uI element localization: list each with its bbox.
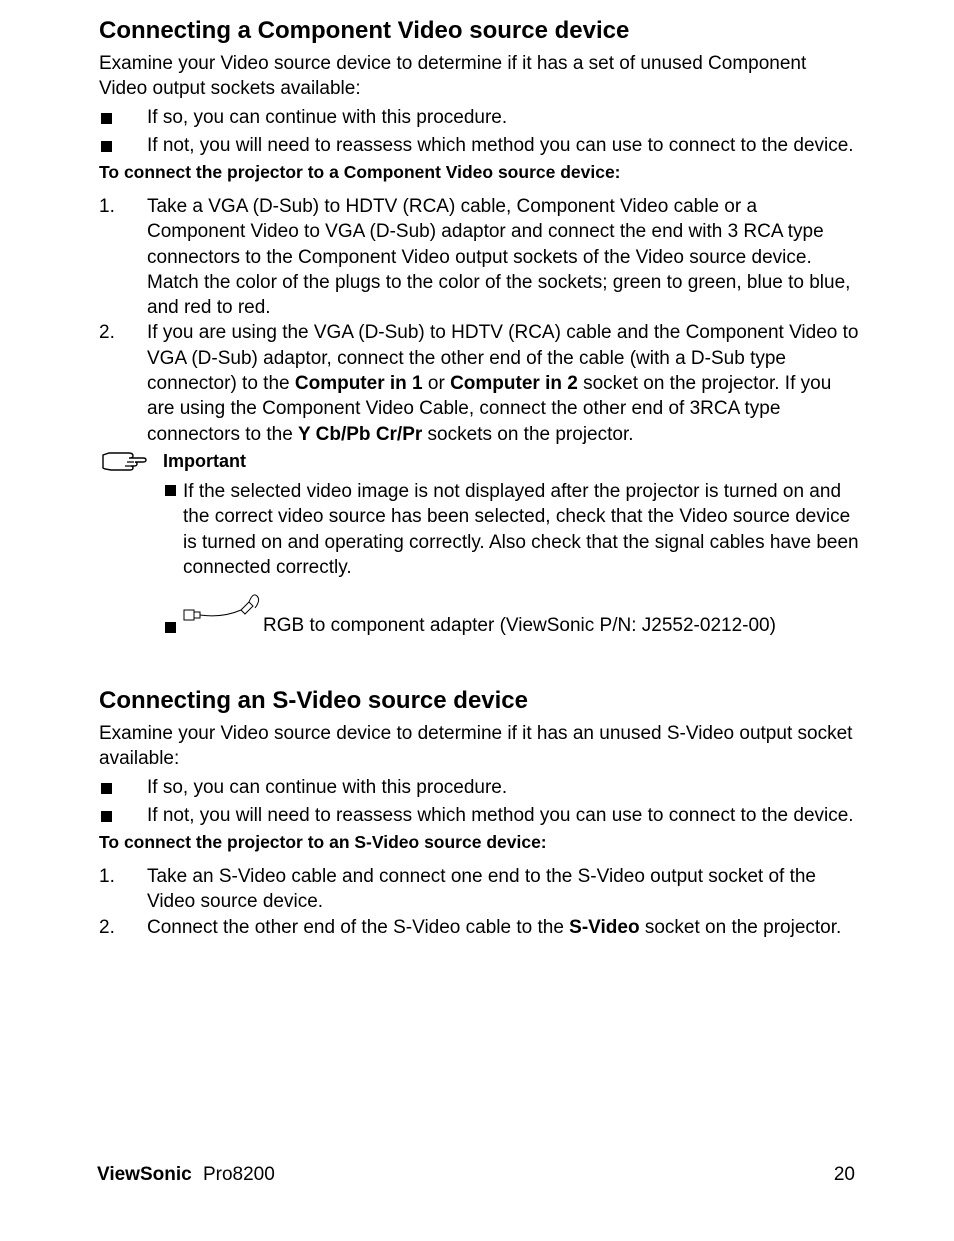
- bullet-square-icon: [165, 622, 176, 633]
- bullet-square-icon: [101, 783, 112, 794]
- page-number: 20: [833, 1164, 855, 1185]
- section-s-video: [99, 686, 859, 940]
- page-footer: [97, 1164, 855, 1186]
- footer-model: Pro8200: [202, 1164, 275, 1185]
- adapter-cable-icon: [183, 590, 263, 630]
- step-item: 1. Take a VGA (D-Sub) to HDTV (RCA) cable, Component Video cable or a Component Video to VGA (D-Sub) adaptor and connect the end with 3 RCA type connectors to the Component Video output sockets of the Video source device. Match the color of the plugs to the color of the sockets; green to green, blue to blue, and red to red.: [99, 196, 851, 319]
- bullet-square-icon: [165, 485, 176, 496]
- section-intro: Examine your Video source device to determine if it has an unused S-Video output socket available:: [99, 723, 853, 769]
- section-title: Connecting a Component Video source device: [99, 17, 630, 44]
- important-title: Important: [163, 450, 246, 471]
- footer-brand: ViewSonic: [97, 1164, 192, 1185]
- list-item: If not, you will need to reassess which method you can use to connect to the device.: [99, 803, 859, 828]
- section-intro: Examine your Video source device to determine if it has a set of unused Component Video output sockets available:: [99, 53, 807, 99]
- step-item: 2. Connect the other end of the S-Video cable to the S-Video socket on the projector.: [99, 916, 842, 938]
- step-item: 2. If you are using the VGA (D-Sub) to HDTV (RCA) cable and the Component Video to VGA (D-Sub) adaptor, connect the other end of the cable (with a D-Sub type connector) to the Computer in 1 or Computer in 2 socket on the projector. If you are using the Component Video Cable, connect the other end of 3RCA type connectors to the Y Cb/Pb Cr/Pr sockets on the projector.: [99, 322, 859, 445]
- list-item: If so, you can continue with this procedure.: [99, 775, 859, 800]
- important-item: If the selected video image is not displayed after the projector is turned on and the correct video source has been selected, check that the Video source device is turned on and operating correctly. Also check that the signal cables have been connected correctly.: [163, 479, 859, 580]
- bullet-square-icon: [101, 811, 112, 822]
- adapter-text: RGB to component adapter (ViewSonic P/N: J2552-0212-00): [263, 615, 776, 637]
- procedure-title: To connect the projector to an S-Video source device:: [99, 832, 547, 852]
- procedure-title: To connect the projector to a Component Video source device:: [99, 162, 621, 182]
- adapter-item: [163, 590, 859, 640]
- step-item: 1. Take an S-Video cable and connect one end to the S-Video output socket of the Video source device.: [99, 866, 816, 913]
- important-note: [99, 449, 859, 640]
- bullet-square-icon: [101, 113, 112, 124]
- pointing-hand-icon: [101, 449, 147, 473]
- list-item: If so, you can continue with this procedure.: [99, 105, 859, 130]
- section-component-video: [99, 16, 859, 640]
- section-title: Connecting an S-Video source device: [99, 687, 528, 714]
- bullet-square-icon: [101, 141, 112, 152]
- list-item: If not, you will need to reassess which method you can use to connect to the device.: [99, 133, 859, 158]
